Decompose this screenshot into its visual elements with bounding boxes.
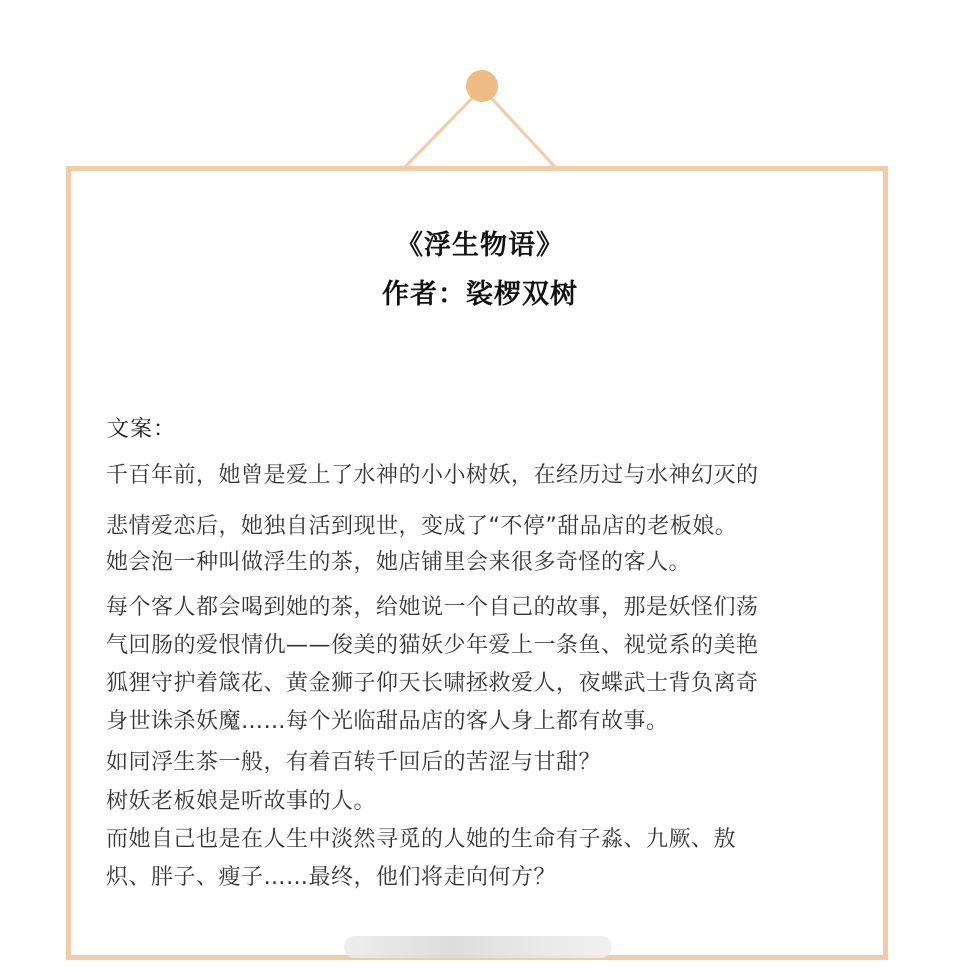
hanger-string-left (404, 88, 482, 168)
synopsis-label: 文案： (107, 417, 177, 442)
book-title: 《浮生物语》 (396, 230, 564, 261)
synopsis-line: 树妖老板娘是听故事的人。 (106, 789, 377, 814)
blurred-watermark (344, 936, 612, 958)
synopsis-line: 狐狸守护着箴花、黄金狮子仰天长啸拯救爱人，夜蝶武士背负离奇 (106, 671, 759, 696)
synopsis-line: 身世诛杀妖魔……每个光临甜品店的客人身上都有故事。 (106, 709, 669, 734)
hanger-string-right (482, 88, 556, 168)
synopsis-line: 气回肠的爱恨情仇——俊美的猫妖少年爱上一条鱼、视觉系的美艳 (106, 633, 759, 658)
synopsis-line: 如同浮生茶一般，有着百转千回后的苦涩与甘甜？ (106, 750, 602, 775)
author-line: 作者：裟椤双树 (382, 279, 578, 310)
synopsis-line: 每个客人都会喝到她的茶，给她说一个自己的故事，那是妖怪们荡 (106, 595, 759, 620)
hanger-pin (466, 70, 498, 102)
synopsis-line: 千百年前，她曾是爱上了水神的小小树妖，在经历过与水神幻灭的 (106, 463, 759, 488)
synopsis-line: 她会泡一种叫做浮生的茶，她店铺里会来很多奇怪的客人。 (106, 550, 692, 575)
synopsis-line: 炽、胖子、瘦子……最终，他们将走向何方？ (106, 865, 557, 890)
synopsis-line: 悲情爱恋后，她独自活到现世，变成了“不停”甜品店的老板娘。 (106, 514, 738, 539)
synopsis-line: 而她自己也是在人生中淡然寻觅的人她的生命有子淼、九厥、敖 (106, 827, 737, 852)
